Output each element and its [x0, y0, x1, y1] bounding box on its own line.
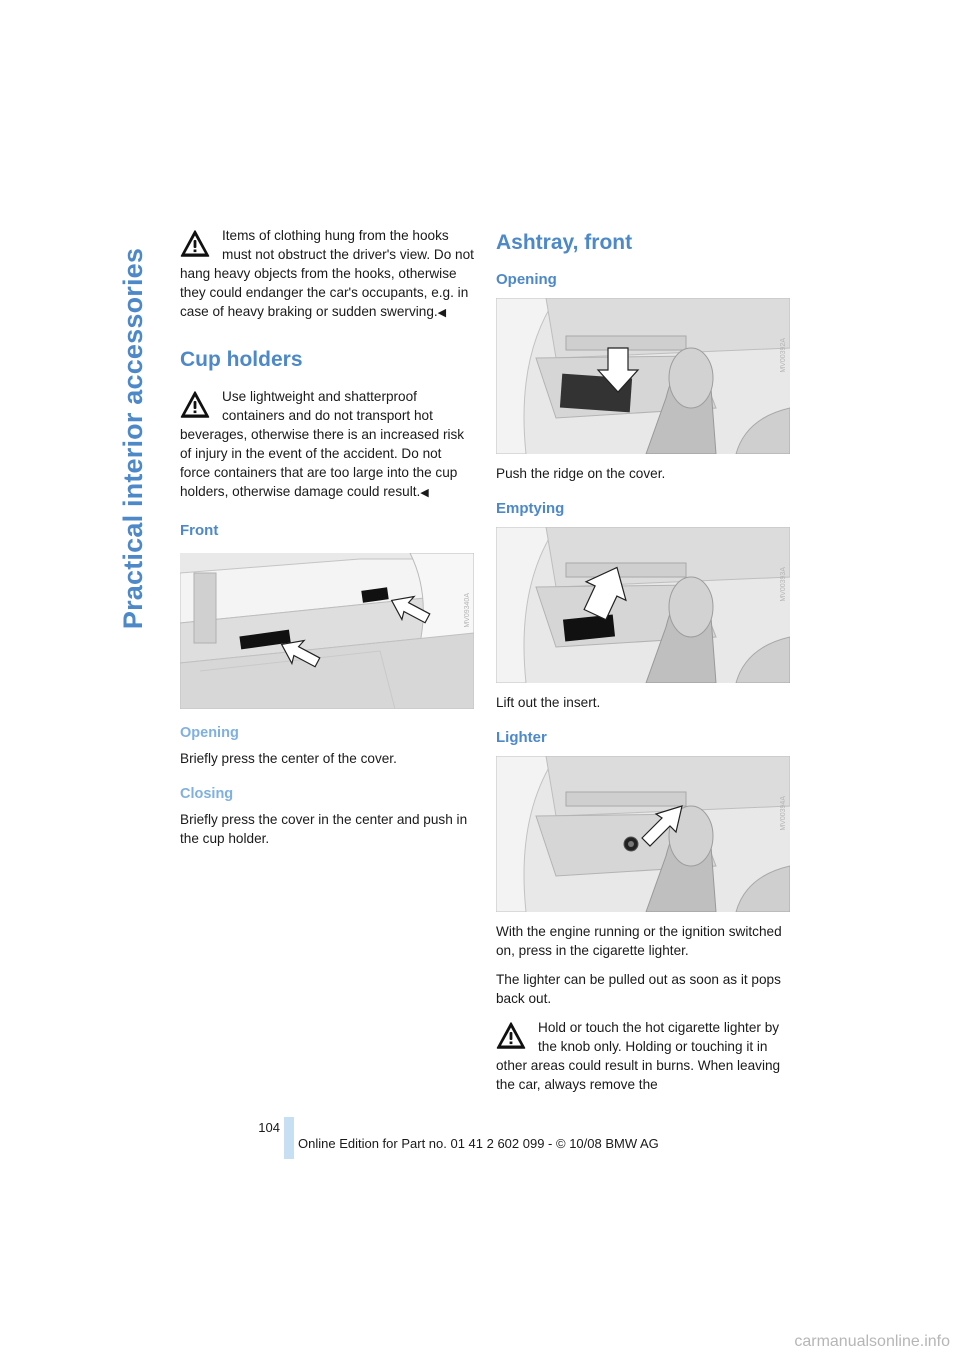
hooks-warning-paragraph [180, 226, 474, 323]
end-mark: ◀ [437, 307, 447, 319]
lighter-illustration [496, 756, 790, 912]
lighter-warning-text: Hold or touch the hot cigarette lighter by the knob only. Holding or touching it in other areas could result in burns. When leaving the car, always remove the [496, 1020, 781, 1092]
watermark: carmanualsonline.info [794, 1333, 950, 1350]
figure-code: MV09340A [464, 593, 471, 628]
front-opening-text: Briefly press the center of the cover. [180, 751, 397, 766]
lighter-text-2: The lighter can be pulled out as soon as it pops back out. [496, 972, 781, 1006]
cup-holder-illustration [180, 553, 474, 709]
figure-code: MV00394A [780, 796, 787, 831]
right-column [496, 226, 790, 1104]
ashtray-emptying-illustration [496, 527, 790, 683]
page-number: 104 [258, 1120, 280, 1135]
ashtray-opening-text: Push the ridge on the cover. [496, 466, 666, 481]
cup-warning-paragraph [180, 387, 474, 503]
edition-footer: Online Edition for Part no. 01 41 2 602 099 - © 10/08 BMW AG [298, 1136, 659, 1151]
lighter-warning-paragraph [496, 1018, 790, 1094]
cup-warning-text: Use lightweight and shatterproof containers and do not transport hot beverages, otherwise there is an increased risk of injury in the event of the accident. Do not force containers that are too large into the cup holders, otherwise damage could result. [180, 389, 465, 499]
chapter-title-text: Practical interior accessories [118, 247, 149, 629]
footer-accent-bar [284, 1117, 294, 1159]
figure-code: MV00393A [780, 567, 787, 602]
chapter-side-title [112, 228, 156, 648]
front-heading: Front [180, 522, 219, 539]
lighter-heading: Lighter [496, 729, 547, 746]
closing-heading: Closing [180, 786, 234, 802]
end-mark: ◀ [420, 487, 429, 499]
ashtray-opening-heading: Opening [496, 271, 557, 288]
ashtray-heading: Ashtray, front [496, 231, 633, 254]
warning-icon [180, 390, 210, 420]
ashtray-opening-illustration [496, 298, 790, 454]
closing-text: Briefly press the cover in the center and push in the cup holder. [180, 812, 468, 846]
emptying-text: Lift out the insert. [496, 695, 601, 710]
hooks-warning-text: Items of clothing hung from the hooks must not obstruct the driver's view. Do not hang heavy objects from the hooks, otherwise they could endanger the car's occupants, e.g. in case of heavy braking or sudden swerving. [180, 228, 474, 319]
warning-icon [180, 229, 210, 259]
warning-icon [496, 1021, 526, 1051]
figure-code: MV00392A [780, 338, 787, 373]
lighter-text-1: With the engine running or the ignition switched on, press in the cigarette lighter. [496, 924, 782, 958]
cup-holders-heading: Cup holders [180, 348, 303, 371]
front-opening-heading: Opening [180, 725, 239, 741]
left-column [180, 226, 474, 858]
emptying-heading: Emptying [496, 500, 565, 517]
